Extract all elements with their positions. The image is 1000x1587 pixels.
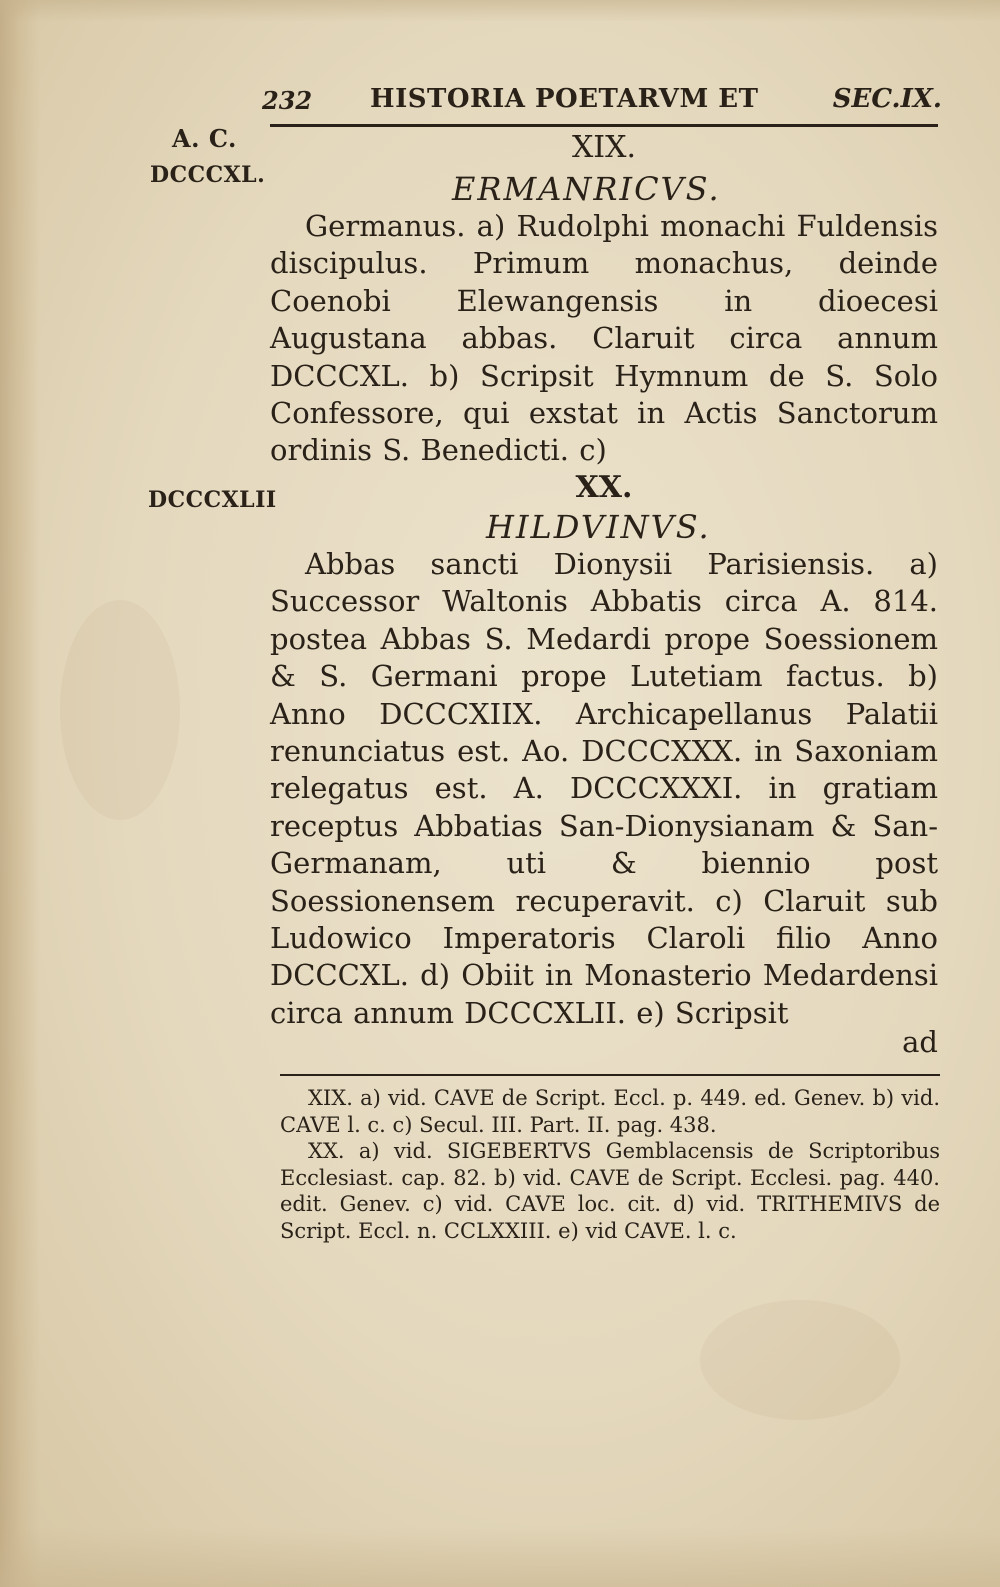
- entry-name-ermanricus: ERMANRICVS.: [452, 170, 721, 208]
- entry-text-hilduinus: [270, 546, 938, 1032]
- entry-paragraph: Germanus. a) Rudolphi monachi Fuldensis discipulus. Primum monachus, deinde Coenobi Elewangensis in dioecesi Augustana abbas. Claruit circa annum DCCCXL. b) Scripsit Hymnum de S. Solo Confessore, qui exstat in Actis Sanctorum ordinis S. Benedicti. c): [270, 209, 938, 468]
- paper-stain: [700, 1300, 900, 1420]
- entry-number-xix: XIX.: [571, 130, 637, 165]
- page-edge-shadow-top: [0, 0, 1000, 22]
- margin-anno-christi: A. C.: [172, 124, 237, 153]
- margin-year-dcccxlii: DCCCXLII: [148, 487, 277, 513]
- header-rule: [270, 124, 938, 127]
- margin-year-dcccxl: DCCCXL.: [150, 162, 266, 188]
- page-edge-shadow-left: [0, 0, 40, 1587]
- page-number: 232: [262, 86, 313, 115]
- running-title: HISTORIA POETARVM ET: [370, 84, 759, 114]
- footnote-xix: XIX. a) vid. CAVE de Script. Eccl. p. 449. ed. Genev. b) vid. CAVE l. c. c) Secul. III. Part. II. pag. 438.: [280, 1086, 940, 1137]
- entry-paragraph: Abbas sancti Dionysii Parisiensis. a) Successor Waltonis Abbatis circa A. 814. postea Abbas S. Medardi prope Soessionem & S. Germani prope Lutetiam factus. b) Anno DCCCXIIX. Archicapellanus Palatii renunciatus est. Ao. DCCCXXX. in Saxoniam relegatus est. A. DCCCXXXI. in gratiam receptus Abbatias San-Dionysianam & San-Germanam, uti & biennio post Soessionensem recuperavit. c) Claruit sub Ludowico Imperatoris Claroli filio Anno DCCCXL. d) Obiit in Monasterio Medardensi circa annum DCCCXLII. e) Scripsit: [270, 547, 938, 1030]
- page-edge-shadow-bottom: [0, 1527, 1000, 1587]
- footnote-xx: XX. a) vid. SIGEBERTVS Gemblacensis de Scriptoribus Ecclesiast. cap. 82. b) vid. CAVE de Script. Ecclesi. pag. 440. edit. Genev. c) vid. CAVE loc. cit. d) vid. TRITHEMIVS de Script. Eccl. n. CCLXXIII. e) vid CAVE. l. c.: [280, 1139, 940, 1243]
- entry-name-hilduinus: HILDVINVS.: [486, 508, 711, 546]
- catchword: ad: [902, 1025, 938, 1059]
- entry-text-ermanricus: [270, 208, 938, 470]
- paper-stain: [60, 600, 180, 820]
- section-label: SEC.IX.: [832, 84, 942, 114]
- footnotes: [280, 1085, 940, 1244]
- footnote-rule: [280, 1074, 940, 1076]
- entry-number-xx: XX.: [575, 470, 633, 505]
- running-head: [262, 82, 942, 118]
